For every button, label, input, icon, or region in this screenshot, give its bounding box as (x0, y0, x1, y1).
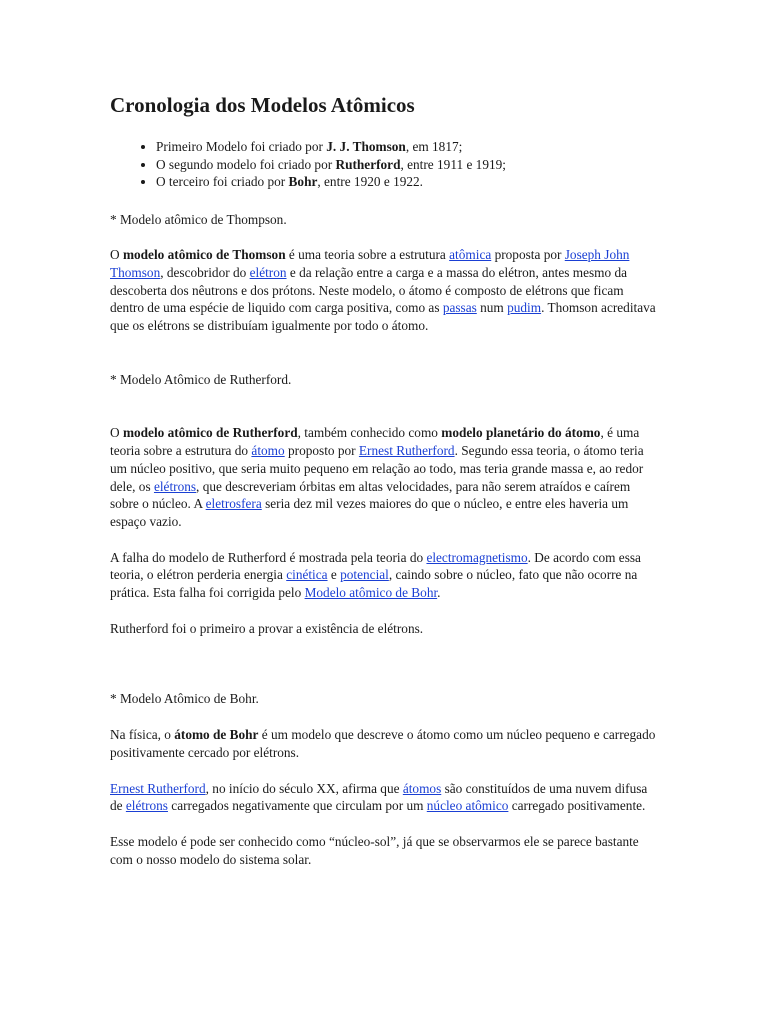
rutherford-paragraph-2: A falha do modelo de Rutherford é mostrada pela teoria do electromagnetismo. De acordo com essa teoria, o elétron perderia energia cinética e potencial, caindo sobre o núcleo, fato que não ocorre na prática. Esta falha foi corrigida pelo Modelo atômico de Bohr. (110, 549, 641, 601)
document-page (110, 92, 660, 868)
bohr-paragraph-3: Esse modelo é pode ser conhecido como “núcleo-sol”, já que se observarmos ele se parece bastante com o nosso modelo do sistema solar. (110, 833, 639, 867)
link-atomos[interactable]: átomos (402, 780, 442, 796)
link-eletrons[interactable]: elétrons (153, 478, 197, 494)
section-heading-bohr: * Modelo Atômico de Bohr. (110, 691, 259, 707)
link-electromagnetismo[interactable]: electromagnetismo (426, 549, 528, 565)
list-item: • Primeiro Modelo foi criado por J. J. Thomson, em 1817; (156, 138, 660, 156)
spacer (110, 228, 660, 246)
spacer (110, 637, 660, 690)
link-atomo[interactable]: átomo (251, 443, 285, 459)
link-joseph-john-thomson[interactable]: Joseph John Thomson (110, 247, 630, 280)
link-ernest-rutherford[interactable]: Ernest Rutherford (358, 443, 455, 459)
timeline-list (110, 138, 660, 191)
spacer (110, 708, 660, 726)
thomson-paragraph: O modelo atômico de Thomson é uma teoria sobre a estrutura atômica proposta por Joseph John Thomson, descobridor do elétron e da relação entre a carga e a massa do elétron, antes mesmo da descoberta dos nêutrons e dos prótons. Neste modelo, o átomo é composto de elétrons que ficam dentro de uma espécie de liquido com carga positiva, como as passas num pudim. Thomson acreditava que os elétrons se distribuíam igualmente por todo o átomo. (110, 247, 656, 334)
spacer (110, 815, 660, 833)
link-pudim[interactable]: pudim (507, 300, 542, 316)
list-item: • O segundo modelo foi criado por Rutherford, entre 1911 e 1919; (156, 156, 660, 174)
link-eletrosfera[interactable]: eletrosfera (205, 496, 262, 512)
rutherford-paragraph-1: O modelo atômico de Rutherford, também conhecido como modelo planetário do átomo, é uma teoria sobre a estrutura do átomo proposto por Ernest Rutherford. Segundo essa teoria, o átomo teria um núcleo positivo, que seria muito pequeno em relação ao todo, mas teria grande massa e, ao redor dele, os elétrons, que descreveriam órbitas em altas velocidades, para não serem atraídos e caírem sobre o núcleo. A eletrosfera seria dez mil vezes maiores do que o núcleo, e entre eles haveria um espaço vazio. (110, 425, 644, 529)
rutherford-paragraph-3: Rutherford foi o primeiro a provar a existência de elétrons. (110, 620, 424, 636)
link-cinetica[interactable]: cinética (286, 567, 328, 583)
section-heading-rutherford: * Modelo Atômico de Rutherford. (110, 371, 292, 387)
link-modelo-atomico-de-bohr[interactable]: Modelo atômico de Bohr (304, 585, 438, 601)
page-title: Cronologia dos Modelos Atômicos (110, 93, 415, 117)
bohr-paragraph-2: Ernest Rutherford, no início do século XX, afirma que átomos são constituídos de uma nuvem difusa de elétrons carregados negativamente que circulam por um núcleo atômico carregado positivamente. (110, 780, 648, 814)
bohr-paragraph-1: Na física, o átomo de Bohr é um modelo que descreve o átomo como um núcleo pequeno e carregado positivamente cercado por elétrons. (110, 727, 656, 760)
spacer (110, 602, 660, 620)
link-passas[interactable]: passas (442, 300, 477, 316)
link-atomica[interactable]: atômica (449, 247, 492, 263)
link-eletron[interactable]: elétron (249, 264, 287, 280)
spacer (110, 531, 660, 549)
link-ernest-rutherford-2[interactable]: Ernest Rutherford (110, 780, 206, 796)
spacer (110, 762, 660, 780)
list-item: • O terceiro foi criado por Bohr, entre 1920 e 1922. (156, 173, 660, 191)
spacer (110, 335, 660, 371)
spacer (110, 388, 660, 424)
link-eletrons-2[interactable]: elétrons (125, 798, 168, 814)
section-heading-thomson: * Modelo atômico de Thompson. (110, 211, 287, 227)
link-potencial[interactable]: potencial (340, 567, 389, 583)
link-nucleo-atomico[interactable]: núcleo atômico (426, 798, 509, 814)
